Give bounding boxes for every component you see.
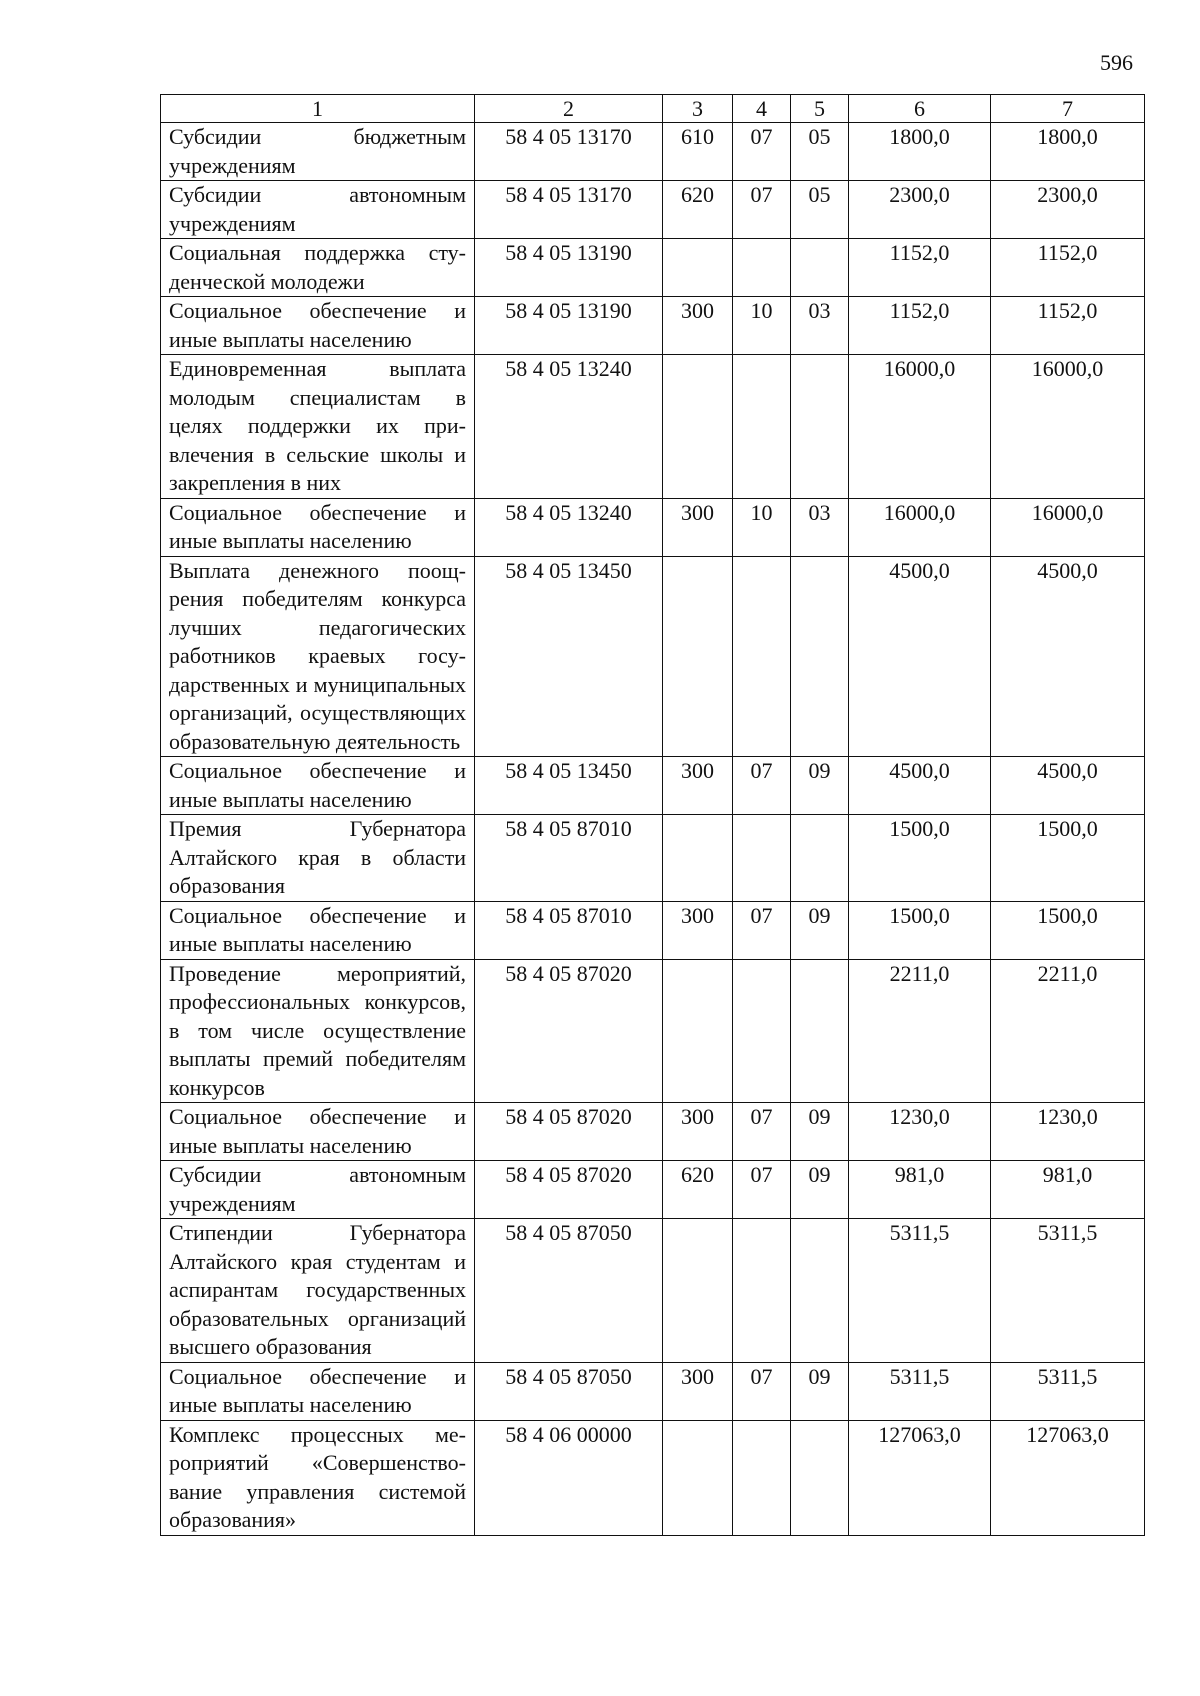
row-col6-cell: 5311,5: [849, 1362, 991, 1420]
table-row: [161, 1161, 1145, 1219]
row-col5-cell: 09: [791, 757, 849, 815]
row-code-cell: 58 4 05 13190: [475, 239, 663, 297]
row-code-cell: 58 4 06 00000: [475, 1420, 663, 1535]
table-body: [161, 123, 1145, 1536]
row-col3-cell: [663, 239, 733, 297]
column-header: 5: [791, 95, 849, 123]
row-col5-cell: 05: [791, 123, 849, 181]
row-col5-cell: 03: [791, 297, 849, 355]
row-name-cell: Социальное обеспечение и иные выплаты населению: [161, 901, 475, 959]
row-col7-cell: 4500,0: [991, 757, 1145, 815]
row-code-cell: 58 4 05 87020: [475, 1161, 663, 1219]
row-col3-cell: 300: [663, 1103, 733, 1161]
column-header: 2: [475, 95, 663, 123]
row-col6-cell: 4500,0: [849, 757, 991, 815]
table-row: [161, 815, 1145, 902]
row-name-cell: Единовременная выплата молодым специалистам в целях поддержки их привлечения в сельские школы и закрепления в них: [161, 355, 475, 499]
row-col3-cell: 300: [663, 901, 733, 959]
table-row: [161, 556, 1145, 757]
row-col3-cell: 620: [663, 181, 733, 239]
row-col3-cell: 300: [663, 757, 733, 815]
column-header: 7: [991, 95, 1145, 123]
column-header: 4: [733, 95, 791, 123]
row-col5-cell: [791, 959, 849, 1103]
row-col7-cell: 2211,0: [991, 959, 1145, 1103]
table-row: [161, 181, 1145, 239]
row-col6-cell: 16000,0: [849, 498, 991, 556]
row-code-cell: 58 4 05 13450: [475, 556, 663, 757]
row-col7-cell: 5311,5: [991, 1362, 1145, 1420]
row-code-cell: 58 4 05 87010: [475, 901, 663, 959]
row-col6-cell: 2300,0: [849, 181, 991, 239]
row-name-cell: Социальное обеспечение и иные выплаты населению: [161, 297, 475, 355]
table-row: [161, 1420, 1145, 1535]
table-row: [161, 1219, 1145, 1363]
row-col3-cell: [663, 959, 733, 1103]
row-col4-cell: 07: [733, 757, 791, 815]
row-col7-cell: 2300,0: [991, 181, 1145, 239]
row-col7-cell: 1500,0: [991, 815, 1145, 902]
row-name-cell: Социальное обеспечение и иные выплаты населению: [161, 498, 475, 556]
table-row: [161, 297, 1145, 355]
row-col4-cell: [733, 1219, 791, 1363]
row-col4-cell: [733, 355, 791, 499]
row-col7-cell: 1500,0: [991, 901, 1145, 959]
row-col4-cell: [733, 959, 791, 1103]
row-col3-cell: 300: [663, 498, 733, 556]
row-col5-cell: 09: [791, 901, 849, 959]
row-col6-cell: 1800,0: [849, 123, 991, 181]
table-row: [161, 239, 1145, 297]
table-row: [161, 1103, 1145, 1161]
row-col5-cell: 09: [791, 1103, 849, 1161]
row-col7-cell: 5311,5: [991, 1219, 1145, 1363]
row-code-cell: 58 4 05 13240: [475, 498, 663, 556]
row-col3-cell: 300: [663, 297, 733, 355]
row-code-cell: 58 4 05 13170: [475, 123, 663, 181]
row-col6-cell: 981,0: [849, 1161, 991, 1219]
row-col7-cell: 1800,0: [991, 123, 1145, 181]
column-header: 6: [849, 95, 991, 123]
column-header-row: [161, 95, 1145, 123]
row-col6-cell: 127063,0: [849, 1420, 991, 1535]
row-col3-cell: [663, 1420, 733, 1535]
row-col6-cell: 16000,0: [849, 355, 991, 499]
row-col7-cell: 127063,0: [991, 1420, 1145, 1535]
row-code-cell: 58 4 05 13240: [475, 355, 663, 499]
row-col5-cell: [791, 556, 849, 757]
row-col4-cell: [733, 815, 791, 902]
row-col4-cell: 07: [733, 1362, 791, 1420]
row-col5-cell: [791, 1219, 849, 1363]
row-code-cell: 58 4 05 13450: [475, 757, 663, 815]
row-name-cell: Субсидии бюджетным учреждениям: [161, 123, 475, 181]
row-col4-cell: 07: [733, 901, 791, 959]
row-code-cell: 58 4 05 87050: [475, 1219, 663, 1363]
row-col3-cell: 610: [663, 123, 733, 181]
row-name-cell: Субсидии автономным учреждениям: [161, 1161, 475, 1219]
row-code-cell: 58 4 05 87050: [475, 1362, 663, 1420]
row-col7-cell: 1152,0: [991, 297, 1145, 355]
row-code-cell: 58 4 05 13170: [475, 181, 663, 239]
row-col4-cell: 07: [733, 181, 791, 239]
column-header: 1: [161, 95, 475, 123]
table-row: [161, 1362, 1145, 1420]
row-name-cell: Социальная поддержка студенческой молодежи: [161, 239, 475, 297]
row-col3-cell: 300: [663, 1362, 733, 1420]
row-col5-cell: 09: [791, 1362, 849, 1420]
row-col7-cell: 4500,0: [991, 556, 1145, 757]
table-row: [161, 498, 1145, 556]
table-row: [161, 355, 1145, 499]
row-name-cell: Премия Губернатора Алтайского края в области образования: [161, 815, 475, 902]
row-name-cell: Проведение мероприятий, профессиональных конкурсов, в том числе осуществление выплаты премий победителям конкурсов: [161, 959, 475, 1103]
row-col5-cell: 05: [791, 181, 849, 239]
row-name-cell: Субсидии автономным учреждениям: [161, 181, 475, 239]
table-row: [161, 959, 1145, 1103]
row-col4-cell: 07: [733, 1103, 791, 1161]
row-col4-cell: 10: [733, 498, 791, 556]
row-col6-cell: 5311,5: [849, 1219, 991, 1363]
row-col5-cell: [791, 815, 849, 902]
row-col6-cell: 1500,0: [849, 901, 991, 959]
row-col5-cell: [791, 239, 849, 297]
row-col5-cell: [791, 1420, 849, 1535]
row-col6-cell: 4500,0: [849, 556, 991, 757]
row-name-cell: Выплата денежного поощрения победителям конкурса лучших педагогических работников краевых государственных и муниципальных организаций, осуществляющих образовательную деятельность: [161, 556, 475, 757]
table-row: [161, 123, 1145, 181]
row-col7-cell: 16000,0: [991, 498, 1145, 556]
budget-table: [160, 94, 1145, 1536]
table-row: [161, 901, 1145, 959]
row-name-cell: Социальное обеспечение и иные выплаты населению: [161, 1362, 475, 1420]
row-col5-cell: [791, 355, 849, 499]
row-name-cell: Комплекс процессных мероприятий «Совершенствование управления системой образования»: [161, 1420, 475, 1535]
row-name-cell: Стипендии Губернатора Алтайского края студентам и аспирантам государственных образовательных организаций высшего образования: [161, 1219, 475, 1363]
row-col7-cell: 981,0: [991, 1161, 1145, 1219]
row-col4-cell: [733, 1420, 791, 1535]
row-col3-cell: [663, 355, 733, 499]
page-number: 596: [1100, 50, 1133, 75]
row-col3-cell: [663, 815, 733, 902]
row-code-cell: 58 4 05 87020: [475, 1103, 663, 1161]
row-col7-cell: 1152,0: [991, 239, 1145, 297]
row-col6-cell: 1152,0: [849, 297, 991, 355]
row-col4-cell: 10: [733, 297, 791, 355]
row-col3-cell: 620: [663, 1161, 733, 1219]
row-code-cell: 58 4 05 13190: [475, 297, 663, 355]
row-name-cell: Социальное обеспечение и иные выплаты населению: [161, 757, 475, 815]
row-col6-cell: 1500,0: [849, 815, 991, 902]
row-col6-cell: 1152,0: [849, 239, 991, 297]
row-name-cell: Социальное обеспечение и иные выплаты населению: [161, 1103, 475, 1161]
column-header: 3: [663, 95, 733, 123]
row-col4-cell: 07: [733, 1161, 791, 1219]
row-col7-cell: 16000,0: [991, 355, 1145, 499]
row-col7-cell: 1230,0: [991, 1103, 1145, 1161]
table-row: [161, 757, 1145, 815]
row-col3-cell: [663, 556, 733, 757]
row-col5-cell: 03: [791, 498, 849, 556]
row-col6-cell: 2211,0: [849, 959, 991, 1103]
row-col6-cell: 1230,0: [849, 1103, 991, 1161]
row-col4-cell: [733, 556, 791, 757]
row-code-cell: 58 4 05 87020: [475, 959, 663, 1103]
row-code-cell: 58 4 05 87010: [475, 815, 663, 902]
row-col4-cell: [733, 239, 791, 297]
row-col3-cell: [663, 1219, 733, 1363]
row-col5-cell: 09: [791, 1161, 849, 1219]
row-col4-cell: 07: [733, 123, 791, 181]
